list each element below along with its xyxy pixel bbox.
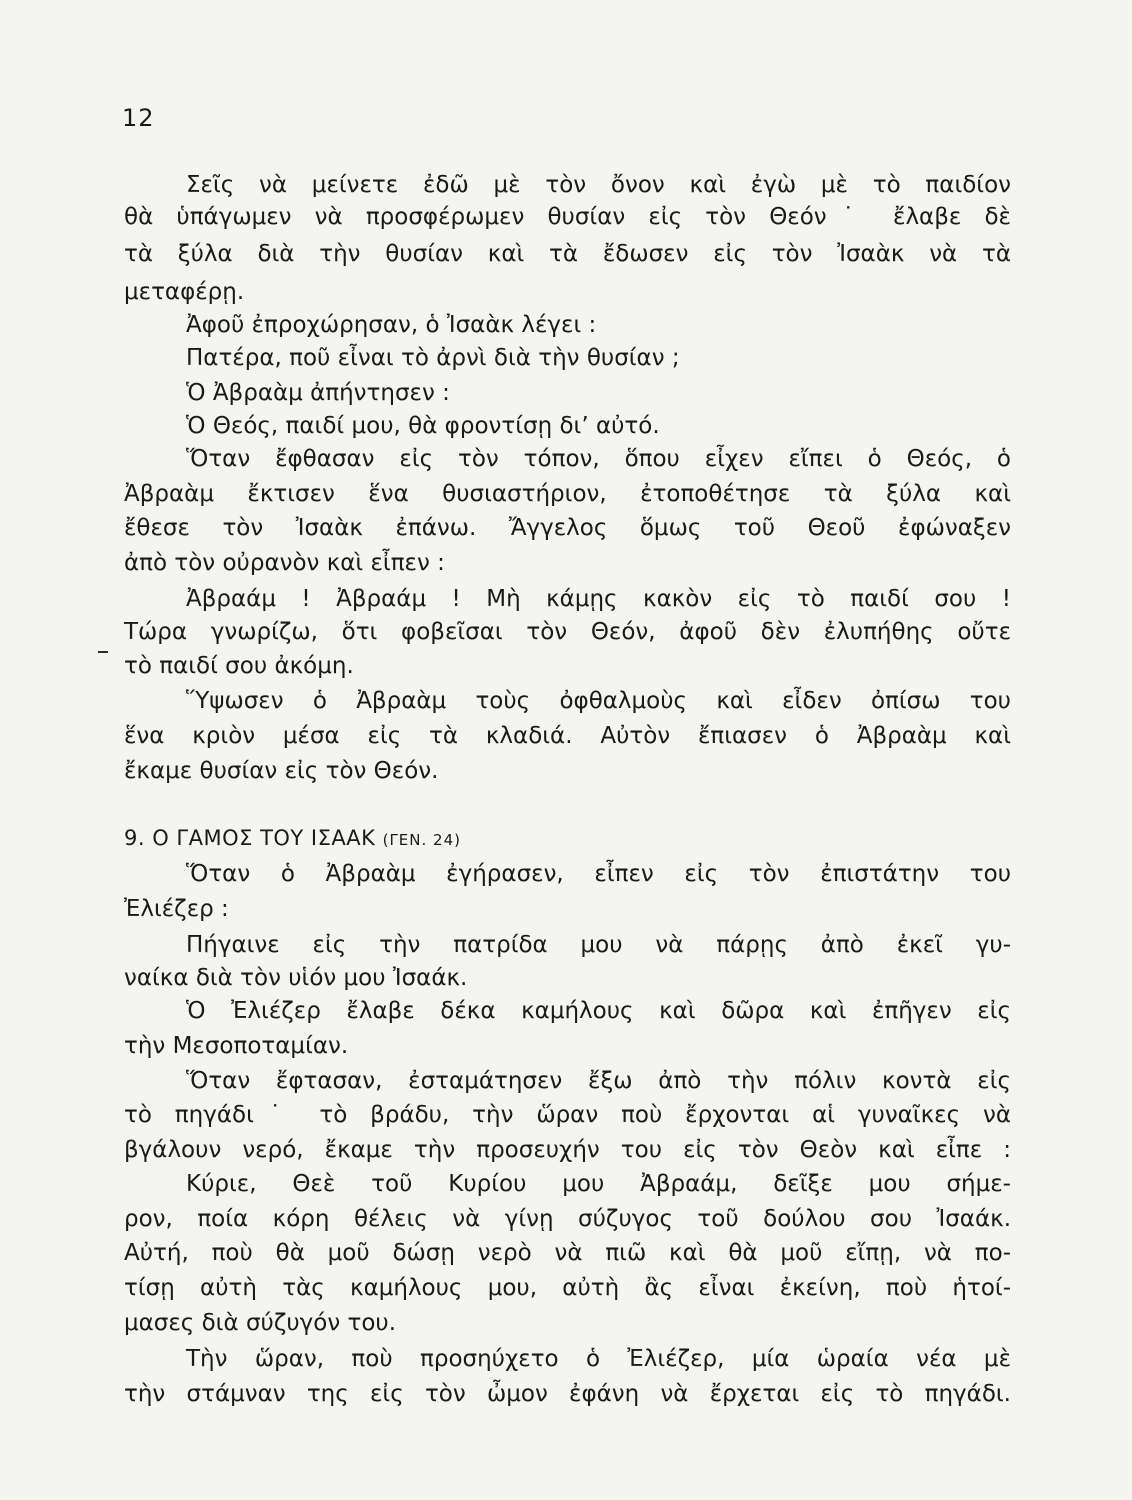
text-line: Ὁ Ἐλιέζερ ἔλαβε δέκα καμήλους καὶ δῶρα καὶ ἐπῆγεν εἰς (186, 998, 1011, 1024)
page-number: 12 (122, 104, 155, 132)
text-line: τὴν στάμναν της εἰς τὸν ὦμον ἐφάνη νὰ ἔρχεται εἰς τὸ πηγάδι. (124, 1381, 1011, 1407)
text-line: Πήγαινε εἰς τὴν πατρίδα μου νὰ πάρῃς ἀπὸ ἐκεῖ γυ- (186, 932, 1011, 958)
text-line: Ἐλιέζερ : (124, 896, 229, 922)
text-line: τίσῃ αὐτὴ τὰς καμήλους μου, αὐτὴ ἂς εἶναι ἐκείνη, ποὺ ἡτοί- (124, 1275, 1011, 1301)
text-line: Ὅταν ἔφθασαν εἰς τὸν τόπον, ὅπου εἶχεν εἴπει ὁ Θεός, ὁ (186, 446, 1011, 472)
text-line: Αὐτή, ποὺ θὰ μοῦ δώσῃ νερὸ νὰ πιῶ καὶ θὰ μοῦ εἴπῃ, νὰ πο- (124, 1240, 1011, 1266)
text-line: Ὅταν ὁ Ἀβραὰμ ἐγήρασεν, εἶπεν εἰς τὸν ἐπιστάτην του (186, 861, 1011, 887)
text-line: ἕνα κριὸν μέσα εἰς τὰ κλαδιά. Αὐτὸν ἔπιασεν ὁ Ἀβραὰμ καὶ (124, 723, 1011, 749)
text-line: Ὁ Θεός, παιδί μου, θὰ φροντίσῃ δι’ αὐτό. (186, 413, 660, 439)
text-line: μεταφέρῃ. (124, 279, 245, 305)
text-line: ἔκαμε θυσίαν εἰς τὸν Θεόν. (124, 758, 439, 784)
text-line: βγάλουν νερό, ἔκαμε τὴν προσευχήν του εἰς τὸν Θεὸν καὶ εἶπε : (124, 1137, 1011, 1163)
text-line: Ὅταν ἔφτασαν, ἐσταμάτησεν ἔξω ἀπὸ τὴν πόλιν κοντὰ εἰς (186, 1068, 1011, 1094)
text-line: Ἀφοῦ ἐπροχώρησαν, ὁ Ἰσαὰκ λέγει : (186, 312, 597, 338)
text-line: τὰ ξύλα διὰ τὴν θυσίαν καὶ τὰ ἔδωσεν εἰς τὸν Ἰσαὰκ νὰ τὰ (124, 241, 1011, 267)
text-line: Τώρα γνωρίζω, ὅτι φοβεῖσαι τὸν Θεόν, ἀφοῦ δὲν ἐλυπήθης οὔτε (124, 619, 1011, 645)
text-line: τὴν Μεσοποταμίαν. (124, 1033, 349, 1059)
text-line: ἔθεσε τὸν Ἰσαὰκ ἐπάνω. Ἄγγελος ὅμως τοῦ Θεοῦ ἐφώναξεν (124, 515, 1011, 541)
text-line: Σεῖς νὰ μείνετε ἐδῶ μὲ τὸν ὄνον καὶ ἐγὼ μὲ τὸ παιδίον (186, 172, 1011, 198)
margin-mark (98, 651, 108, 653)
text-line: Ἀβραάμ ! Ἀβραάμ ! Μὴ κάμῃς κακὸν εἰς τὸ παιδί σου ! (186, 586, 1011, 612)
text-line: Πατέρα, ποῦ εἶναι τὸ ἀρνὶ διὰ τὴν θυσίαν ; (186, 345, 680, 371)
section-title: 9. Ο ΓΑΜΟΣ ΤΟΥ ΙΣΑΑΚ (124, 826, 376, 850)
text-line: μασες διὰ σύζυγόν του. (124, 1310, 397, 1336)
text-line: Ὁ Ἀβραὰμ ἀπήντησεν : (186, 380, 450, 406)
section-heading (124, 823, 461, 855)
section-reference: (ΓΕΝ. 24) (382, 831, 461, 849)
text-line: ρον, ποία κόρη θέλεις νὰ γίνῃ σύζυγος τοῦ δούλου σου Ἰσαάκ. (124, 1206, 1011, 1232)
text-line: τὸ παιδί σου ἀκόμη. (124, 653, 354, 679)
text-line: Κύριε, Θεὲ τοῦ Κυρίου μου Ἀβραάμ, δεῖξε μου σήμε- (186, 1171, 1011, 1197)
text-line: Ἀβραὰμ ἔκτισεν ἕνα θυσιαστήριον, ἐτοποθέτησε τὰ ξύλα καὶ (124, 481, 1011, 507)
text-line: Τὴν ὥραν, ποὺ προσηύχετο ὁ Ἐλιέζερ, μία ὡραία νέα μὲ (186, 1346, 1011, 1372)
text-line: Ὕψωσεν ὁ Ἀβραὰμ τοὺς ὀφθαλμοὺς καὶ εἶδεν ὀπίσω του (186, 688, 1011, 714)
text-line: ναίκα διὰ τὸν υἱόν μου Ἰσαάκ. (124, 965, 468, 991)
text-line: θὰ ὑπάγωμεν νὰ προσφέρωμεν θυσίαν εἰς τὸν Θεόν˙ ἔλαβε δὲ (124, 204, 1011, 230)
text-line: ἀπὸ τὸν οὐρανὸν καὶ εἶπεν : (124, 550, 445, 576)
text-line: τὸ πηγάδι˙ τὸ βράδυ, τὴν ὥραν ποὺ ἔρχονται αἱ γυναῖκες νὰ (124, 1102, 1011, 1128)
